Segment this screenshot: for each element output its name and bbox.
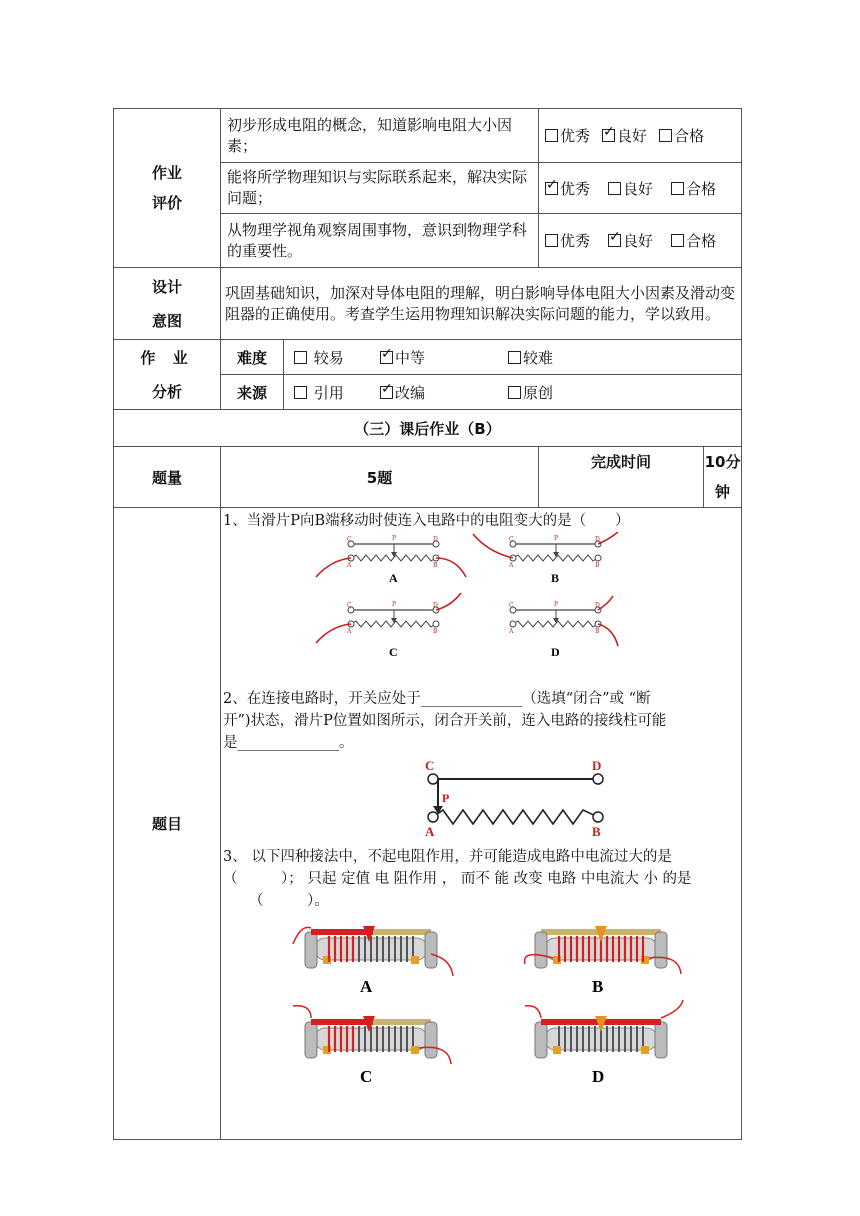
source-option: 原创 xyxy=(508,382,553,403)
svg-text:P: P xyxy=(554,535,559,542)
eval-criterion: 能将所学物理知识与实际联系起来，解决实际问题； xyxy=(221,163,539,214)
q3-option-a xyxy=(293,926,453,996)
question-3-line-3: （ ）。 xyxy=(249,893,329,909)
questions-label: 题目 xyxy=(114,508,221,1140)
time-label: 完成时间 xyxy=(539,447,704,507)
question-2-line-3: 是______________。 xyxy=(223,735,354,751)
svg-text:P: P xyxy=(442,791,450,805)
svg-text:D: D xyxy=(592,758,602,773)
questions-content xyxy=(221,508,742,1140)
question-1: 1、当滑片P向B端移动时使连入电路中的电阻变大的是（ ） xyxy=(223,513,630,529)
rating-option: 合格 xyxy=(671,232,716,250)
checkbox-checked-icon[interactable] xyxy=(380,386,393,399)
svg-text:A: A xyxy=(509,562,514,569)
checkbox-icon[interactable] xyxy=(659,129,672,142)
svg-text:C: C xyxy=(509,602,514,609)
rating-option: 合格 xyxy=(659,127,704,145)
q1-option-a xyxy=(316,535,466,585)
difficulty-label: 难度 xyxy=(221,340,284,375)
checkbox-icon[interactable] xyxy=(671,182,684,195)
eval-criterion: 从物理学视角观察周围事物，意识到物理学科的重要性。 xyxy=(221,214,539,268)
svg-text:D: D xyxy=(595,602,600,609)
svg-text:P: P xyxy=(392,535,397,542)
eval-criterion: 初步形成电阻的概念，知道影响电阻大小因素； xyxy=(221,109,539,163)
checkbox-icon[interactable] xyxy=(294,351,307,364)
q1-option-c xyxy=(316,593,461,659)
svg-text:C: C xyxy=(360,1067,373,1086)
rating-option: ✓优秀 xyxy=(545,180,590,198)
source-option: ✓ 改编 xyxy=(380,382,508,403)
svg-text:B: B xyxy=(433,628,438,635)
svg-text:A: A xyxy=(509,628,514,635)
document-page xyxy=(113,108,741,1140)
q3-option-c xyxy=(293,1006,451,1086)
svg-text:D: D xyxy=(433,602,438,609)
eval-row-1 xyxy=(114,109,742,163)
design-label: 设计 意图 xyxy=(114,268,221,340)
section-title-row xyxy=(114,410,742,447)
count-value: 5题 xyxy=(221,447,539,508)
rating-option: 良好 xyxy=(608,180,653,198)
difficulty-option: 较难 xyxy=(508,347,553,368)
svg-text:D: D xyxy=(433,536,438,543)
svg-text:P: P xyxy=(392,601,397,608)
design-text: 巩固基础知识，加深对导体电阻的理解，明白影响导体电阻大小因素及滑动变阻器的正确使用。考查学生运用物理知识解决实际问题的能力，学以致用。 xyxy=(221,268,742,340)
svg-text:A: A xyxy=(360,977,373,996)
eval-rating xyxy=(539,109,742,163)
checkbox-checked-icon[interactable] xyxy=(602,129,615,142)
q2-figure xyxy=(221,754,761,840)
svg-text:B: B xyxy=(592,977,604,996)
svg-text:D: D xyxy=(551,645,560,659)
q3-option-b xyxy=(525,926,681,996)
question-3-line-2: （ ）； 只起 定值 电 阻作用 ， 而不 能 改变 电路 中电流大 小 的是 xyxy=(223,871,692,887)
question-2-line-1: 2、在连接电路时，开关应处于______________（选填“闭合”或 “断 xyxy=(223,691,651,707)
checkbox-icon[interactable] xyxy=(508,351,521,364)
svg-text:A: A xyxy=(389,571,398,585)
questions-row xyxy=(114,508,742,1140)
design-row xyxy=(114,268,742,340)
time-cell xyxy=(539,447,742,508)
q1-figure xyxy=(221,532,761,666)
rating-option: 合格 xyxy=(671,180,716,198)
svg-text:A: A xyxy=(347,628,352,635)
rating-option: 优秀 xyxy=(545,127,590,145)
time-value: 10分钟 xyxy=(704,453,741,501)
q3-figure xyxy=(221,912,761,1102)
eval-label: 作业 评价 xyxy=(114,109,221,268)
count-label: 题量 xyxy=(114,447,221,508)
analysis-row-difficulty xyxy=(114,340,742,375)
svg-text:D: D xyxy=(592,1067,605,1086)
rating-option: ✓ 良好 xyxy=(608,232,653,250)
homework-table xyxy=(113,108,742,1140)
svg-text:C: C xyxy=(509,536,514,543)
eval-rating xyxy=(539,214,742,268)
checkbox-icon[interactable] xyxy=(294,386,307,399)
difficulty-option: ✓ 中等 xyxy=(380,347,508,368)
checkbox-checked-icon[interactable] xyxy=(545,182,558,195)
q3-option-d xyxy=(525,1000,683,1086)
eval-rating xyxy=(539,163,742,214)
svg-text:C: C xyxy=(347,602,352,609)
question-2-line-2: 开”)状态，滑片P位置如图所示，闭合开关前，连入电路的接线柱可能 xyxy=(223,713,667,729)
difficulty-option: 较易 xyxy=(294,347,380,368)
source-option: 引用 xyxy=(294,382,380,403)
source-label: 来源 xyxy=(221,375,284,410)
q1-option-d xyxy=(508,596,618,659)
checkbox-icon[interactable] xyxy=(545,234,558,247)
svg-text:A: A xyxy=(347,562,352,569)
svg-text:B: B xyxy=(592,824,601,839)
checkbox-icon[interactable] xyxy=(671,234,684,247)
checkbox-icon[interactable] xyxy=(608,182,621,195)
svg-text:A: A xyxy=(425,824,435,839)
checkbox-checked-icon[interactable] xyxy=(608,234,621,247)
svg-text:B: B xyxy=(595,628,600,635)
svg-text:C: C xyxy=(389,645,398,659)
source-options xyxy=(284,375,742,410)
checkbox-icon[interactable] xyxy=(545,129,558,142)
checkbox-checked-icon[interactable] xyxy=(380,351,393,364)
svg-text:B: B xyxy=(551,571,560,585)
summary-row xyxy=(114,447,742,508)
svg-text:D: D xyxy=(595,536,600,543)
svg-text:C: C xyxy=(347,536,352,543)
analysis-label: 作 业 分析 xyxy=(114,340,221,410)
rating-option: 优秀 xyxy=(545,232,590,250)
rating-option: ✓ 良好 xyxy=(602,127,647,145)
difficulty-options xyxy=(284,340,742,375)
svg-text:P: P xyxy=(554,601,559,608)
q1-option-b xyxy=(473,532,618,585)
svg-text:B: B xyxy=(433,562,438,569)
checkbox-icon[interactable] xyxy=(508,386,521,399)
question-3-line-1: 3、 以下四种接法中，不起电阻作用，并可能造成电路中电流过大的是 xyxy=(223,849,672,865)
svg-text:B: B xyxy=(595,562,600,569)
section-title: （三）课后作业（B） xyxy=(114,410,742,447)
svg-text:C: C xyxy=(425,758,435,773)
